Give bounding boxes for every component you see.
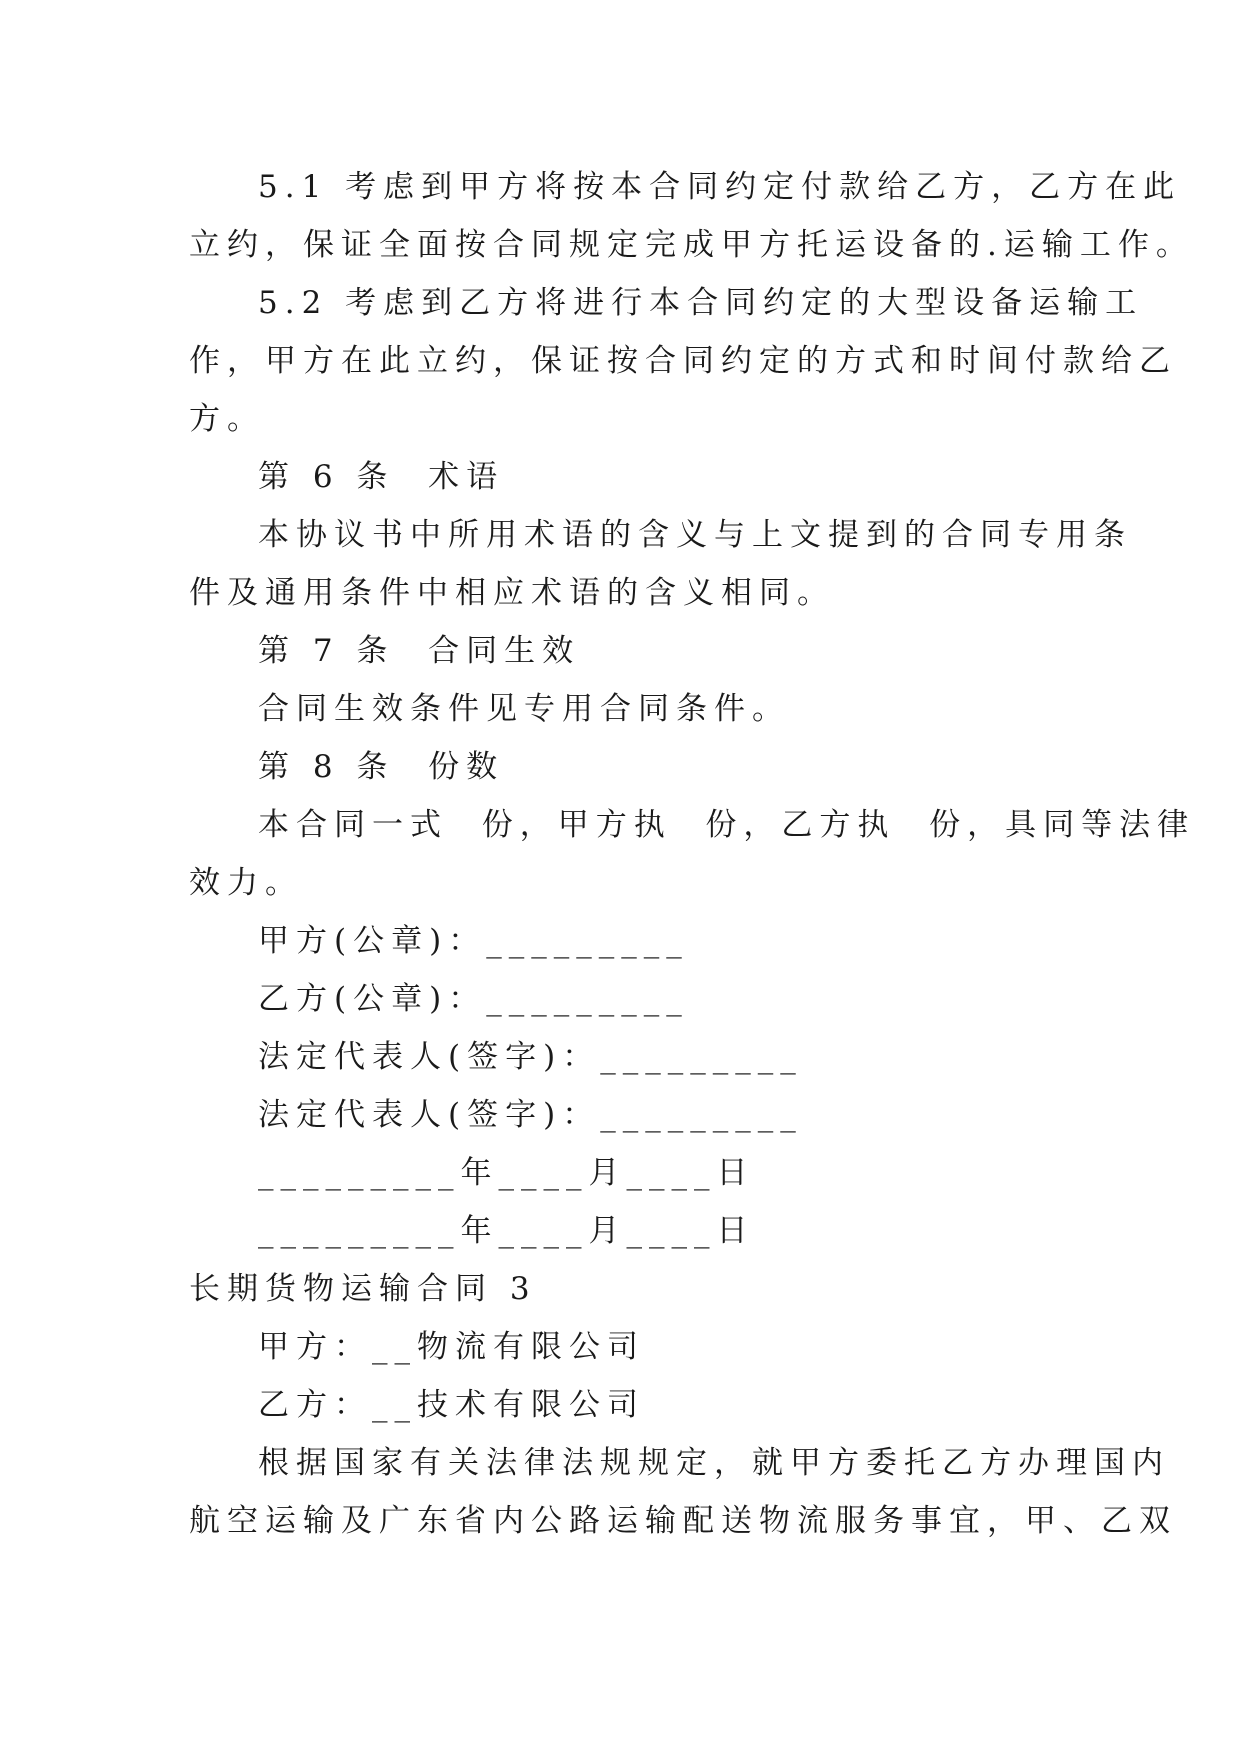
article-7-line-1: 合同生效条件见专用合同条件。	[258, 691, 790, 727]
contract-3-party-b: 乙方：__技术有限公司	[258, 1387, 645, 1423]
article-8-line-2: 效力。	[189, 865, 303, 901]
date-line-2: _________年____月____日	[258, 1213, 755, 1249]
party-a-seal-line: 甲方(公章)：_________	[258, 923, 689, 959]
article-8-line-1: 本合同一式 份，甲方执 份，乙方执 份，具同等法律	[258, 807, 1196, 843]
article-6-line-2: 件及通用条件中相应术语的含义相同。	[189, 575, 835, 611]
clause-5-1-line-1: 5.1 考虑到甲方将按本合同约定付款给乙方，乙方在此	[258, 169, 1182, 205]
contract-3-party-a: 甲方：__物流有限公司	[258, 1329, 645, 1365]
legal-rep-signature-line-1: 法定代表人(签字)：_________	[258, 1039, 803, 1075]
contract-3-preamble-line-2: 航空运输及广东省内公路运输配送物流服务事宜，甲、乙双	[189, 1503, 1177, 1539]
clause-5-1-line-2: 立约，保证全面按合同规定完成甲方托运设备的.运输工作。	[189, 227, 1194, 263]
contract-3-preamble-line-1: 根据国家有关法律法规规定，就甲方委托乙方办理国内	[258, 1445, 1170, 1481]
article-8-heading: 第 8 条 份数	[258, 749, 505, 785]
clause-5-2-line-2: 作，甲方在此立约，保证按合同约定的方式和时间付款给乙	[189, 343, 1177, 379]
article-6-heading: 第 6 条 术语	[258, 459, 505, 495]
clause-5-2-line-1: 5.2 考虑到乙方将进行本合同约定的大型设备运输工	[258, 285, 1144, 321]
contract-3-title: 长期货物运输合同 3	[189, 1271, 537, 1307]
article-7-heading: 第 7 条 合同生效	[258, 633, 581, 669]
party-b-seal-line: 乙方(公章)：_________	[258, 981, 689, 1017]
clause-5-2-line-3: 方。	[189, 401, 265, 437]
legal-rep-signature-line-2: 法定代表人(签字)：_________	[258, 1097, 803, 1133]
date-line-1: _________年____月____日	[258, 1155, 755, 1191]
article-6-line-1: 本协议书中所用术语的含义与上文提到的合同专用条	[258, 517, 1132, 553]
